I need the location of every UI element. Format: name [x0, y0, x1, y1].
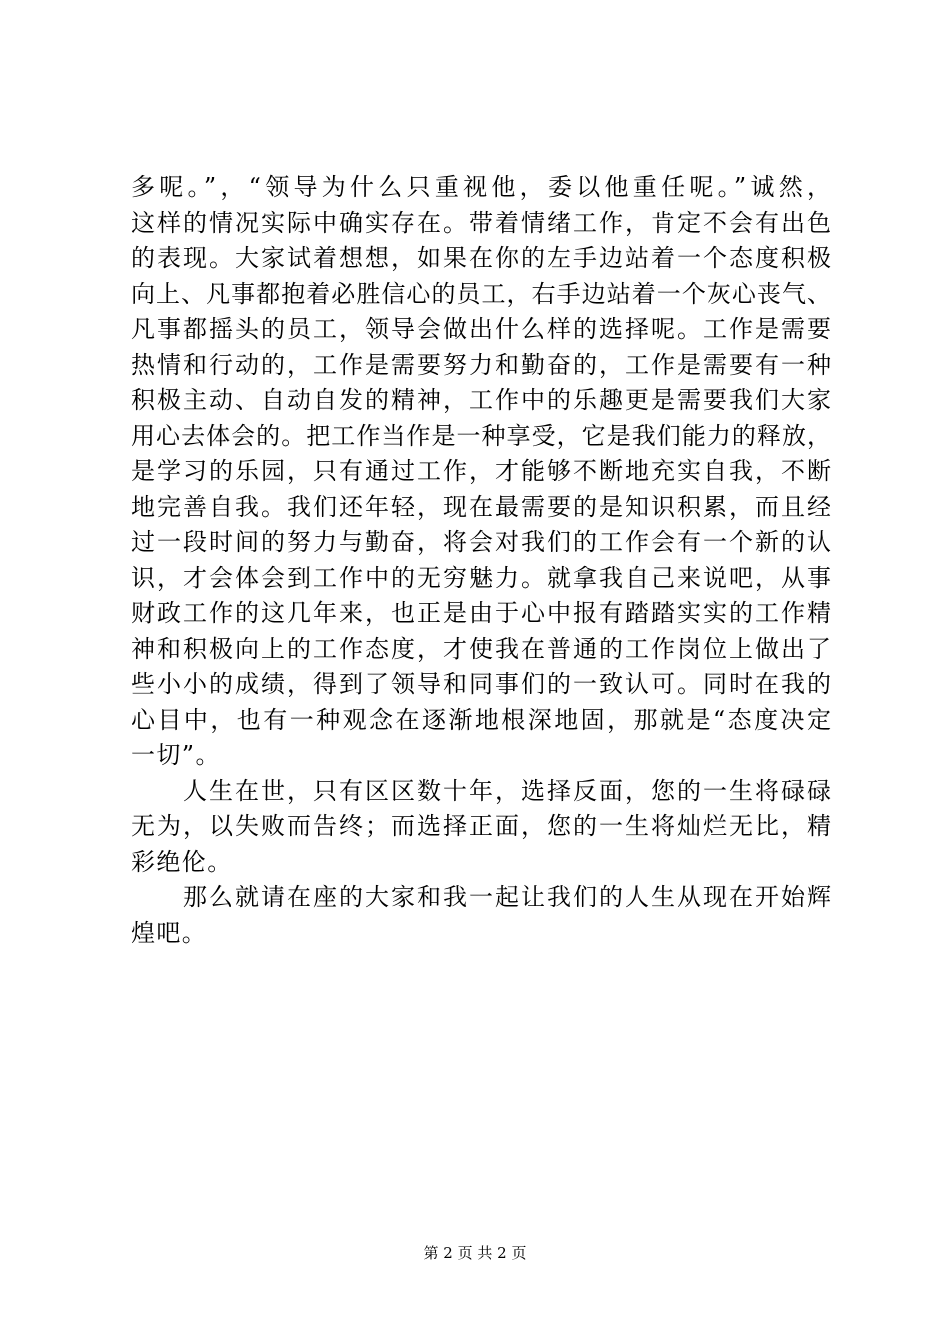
text-line: 过一段时间的努力与勤奋，将会对我们的工作会有一个新的认 [131, 528, 831, 556]
text-line: 一切”。 [131, 741, 221, 769]
text-line: 心目中，也有一种观念在逐渐地根深地固，那就是“态度决定 [131, 705, 831, 734]
text-line: 神和积极向上的工作态度，才使我在普通的工作岗位上做出了 [131, 634, 831, 663]
text-line: 人生在世，只有区区数十年，选择反面，您的一生将碌碌 [131, 776, 831, 805]
text-line: 用心去体会的。把工作当作是一种享受，它是我们能力的释放， [131, 421, 831, 450]
text-line: 识，才会体会到工作中的无穷魅力。就拿我自己来说吧，从事 [131, 563, 831, 592]
text-line: 财政工作的这几年来，也正是由于心中报有踏踏实实的工作精 [131, 599, 831, 627]
text-line: 多呢。”，“领导为什么只重视他，委以他重任呢。”诚然， [131, 173, 831, 201]
text-line: 积极主动、自动自发的精神，工作中的乐趣更是需要我们大家 [131, 386, 831, 414]
text-line: 的表现。大家试着想想，如果在你的左手边站着一个态度积极 [131, 244, 831, 272]
text-line: 无为，以失败而告终；而选择正面，您的一生将灿烂无比，精 [131, 812, 831, 840]
text-line: 向上、凡事都抱着必胜信心的员工，右手边站着一个灰心丧气、 [131, 279, 831, 308]
text-line: 是学习的乐园，只有通过工作，才能够不断地充实自我，不断 [131, 457, 831, 485]
text-line: 彩绝伦。 [131, 847, 233, 876]
text-line: 煌吧。 [131, 918, 208, 947]
page-number-label: 第 2 页 共 2 页 [423, 1244, 527, 1262]
text-line: 凡事都摇头的员工，领导会做出什么样的选择呢。工作是需要 [131, 315, 831, 343]
text-line: 这样的情况实际中确实存在。带着情绪工作，肯定不会有出色 [131, 208, 831, 237]
text-line: 热情和行动的，工作是需要努力和勤奋的，工作是需要有一种 [131, 350, 831, 379]
page-footer [0, 1243, 950, 1263]
text-line: 那么就请在座的大家和我一起让我们的人生从现在开始辉 [131, 883, 831, 911]
text-line: 地完善自我。我们还年轻，现在最需要的是知识积累，而且经 [131, 492, 831, 521]
text-line: 些小小的成绩，得到了领导和同事们的一致认可。同时在我的 [131, 670, 831, 698]
document-body [131, 170, 831, 951]
